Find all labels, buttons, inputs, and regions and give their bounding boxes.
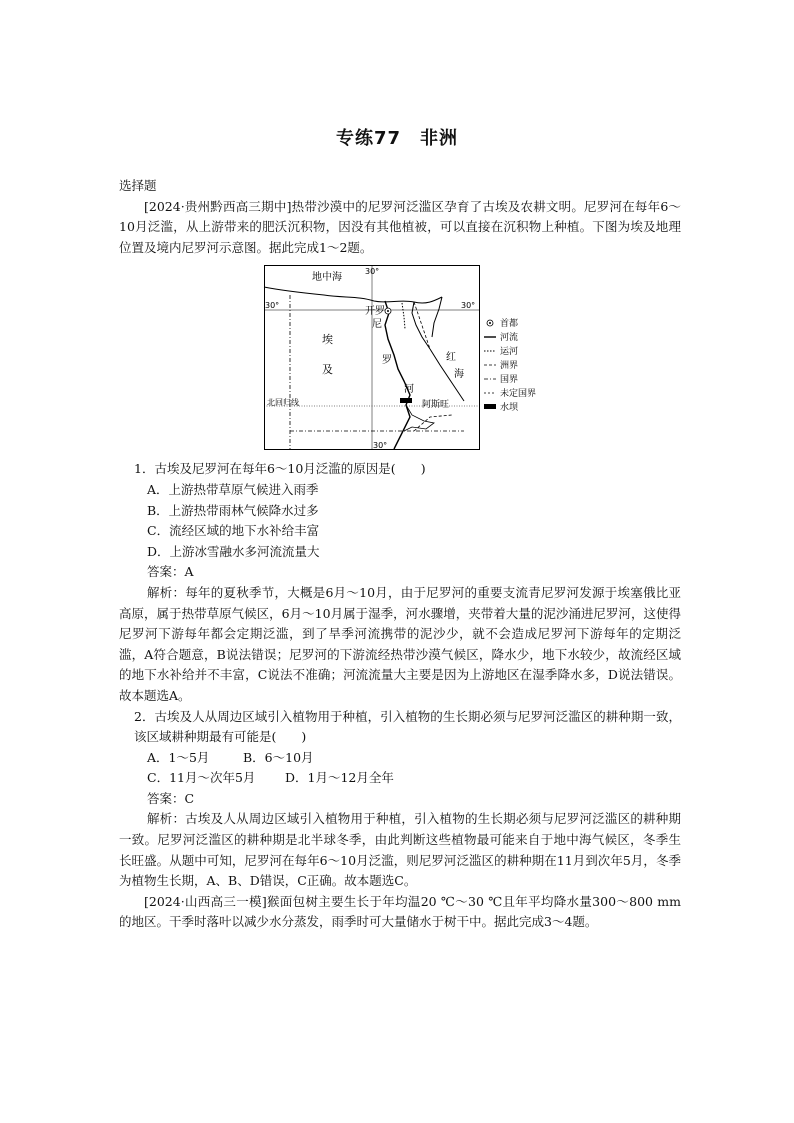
question-1-option-b: B．上游热带雨林气候降水过多	[147, 502, 319, 518]
question-2-options-row-1	[119, 748, 681, 769]
map-label-30-top: 30°	[365, 267, 380, 277]
question-2-analysis: 解析：古埃及人从周边区域引入植物用于种植，引入植物的生长期必须与尼罗河泛滥区的耕种期一致。尼罗河泛滥区的耕种期是北半球冬季，由此判断这些植物最可能来自于地中海气候区，冬季生长旺盛。从题中可知，尼罗河在每年6～10月泛滥，则尼罗河泛滥区的耕种期在11月到次年5月，冬季为植物生长期，A、B、D错误，C正确。故本题选C。	[119, 811, 681, 889]
map-label-30-bottom: 30°	[373, 441, 388, 451]
material-paragraph-1: [2024·贵州黔西高三期中]热带沙漠中的尼罗河泛滥区孕育了古埃及农耕文明。尼罗河在每年6～10月泛滥，从上游带来的肥沃沉积物，因没有其他植被，可以直接在沉积物上种植。下图为埃及地理位置及境内尼罗河示意图。据此完成1～2题。	[119, 198, 681, 255]
map-label-tropic: 北回归线	[267, 398, 299, 408]
map-label-30-right: 30°	[461, 301, 476, 311]
question-2-option-a: A．1～5月	[147, 749, 210, 765]
page-title: 专练77 非洲	[335, 128, 459, 149]
map-label-30-left: 30°	[265, 301, 280, 311]
question-1-analysis: 解析：每年的夏秋季节，大概是6月～10月，由于尼罗河的重要支流青尼罗河发源于埃塞俄比亚高原，属于热带草原气候区，6月～10月属于湿季，河水骤增，夹带着大量的泥沙涌进尼罗河，这使得尼罗河下游每年都会定期泛滥，到了旱季河流携带的泥沙少，就不会造成尼罗河下游每年的定期泛滥，A符合题意，B说法错误；尼罗河的下游流经热带沙漠气候区，降水少，地下水较少，故流经区域的地下水补给并不丰富，C说法不准确；河流流量大主要是因为上游地区在湿季降水多，D说法错误。故本题选A。	[119, 584, 681, 703]
material-paragraph-2: [2024·山西高三一模]猴面包树主要生长于年均温20 ℃～30 ℃且年平均降水量300～800 mm的地区。干季时落叶以减少水分蒸发，雨季时可大量储水于树干中。据此完成3～4题。	[119, 893, 681, 930]
question-1-option-d: D．上游冰雪融水多河流流量大	[147, 543, 320, 559]
map-label-aswan: 阿斯旺	[422, 400, 450, 411]
question-1-option-a: A．上游热带草原气候进入雨季	[147, 481, 319, 497]
legend-national-border: 国界	[500, 375, 519, 386]
legend-canal: 运河	[500, 347, 519, 358]
map-label-egypt-1: 埃	[322, 333, 333, 347]
legend-undefined-border: 未定国界	[500, 389, 537, 400]
section-label: 选择题	[119, 178, 157, 193]
map-label-nile-2: 罗	[382, 355, 392, 367]
question-2-option-c: C．11月～次年5月	[147, 770, 256, 786]
question-1-answer: 答案：A	[147, 564, 194, 580]
map-label-cairo: 开罗	[365, 306, 385, 318]
question-2-stem: 2．古埃及人从周边区域引入植物用于种植，引入植物的生长期必须与尼罗河泛滥区的耕种期一致，该区域耕种期最有可能是( )	[134, 708, 681, 745]
map-label-nile-3: 河	[404, 384, 414, 396]
document-body	[119, 176, 681, 933]
egypt-nile-map	[264, 265, 537, 451]
question-1-stem: 1．古埃及尼罗河在每年6～10月泛滥的原因是( )	[134, 461, 426, 477]
map-label-red-1: 红	[446, 352, 456, 364]
map-label-nile-1: 尼	[372, 319, 382, 331]
map-label-egypt-2: 及	[322, 363, 333, 377]
map-legend	[484, 317, 536, 413]
map-label-red-2: 海	[454, 369, 464, 381]
legend-dam: 水坝	[500, 403, 519, 414]
question-1-option-c: C．流经区域的地下水补给丰富	[147, 523, 320, 539]
question-2-options-row-2	[119, 768, 681, 789]
map-label-mediterranean: 地中海	[312, 272, 342, 284]
legend-continent-boundary: 洲界	[500, 361, 519, 372]
question-2-answer: 答案：C	[147, 790, 195, 806]
legend-capital: 首都	[500, 319, 519, 330]
question-2-option-d: D．1月～12月全年	[285, 770, 394, 786]
legend-river: 河流	[500, 333, 519, 344]
question-2-option-b: B．6～10月	[243, 749, 314, 765]
